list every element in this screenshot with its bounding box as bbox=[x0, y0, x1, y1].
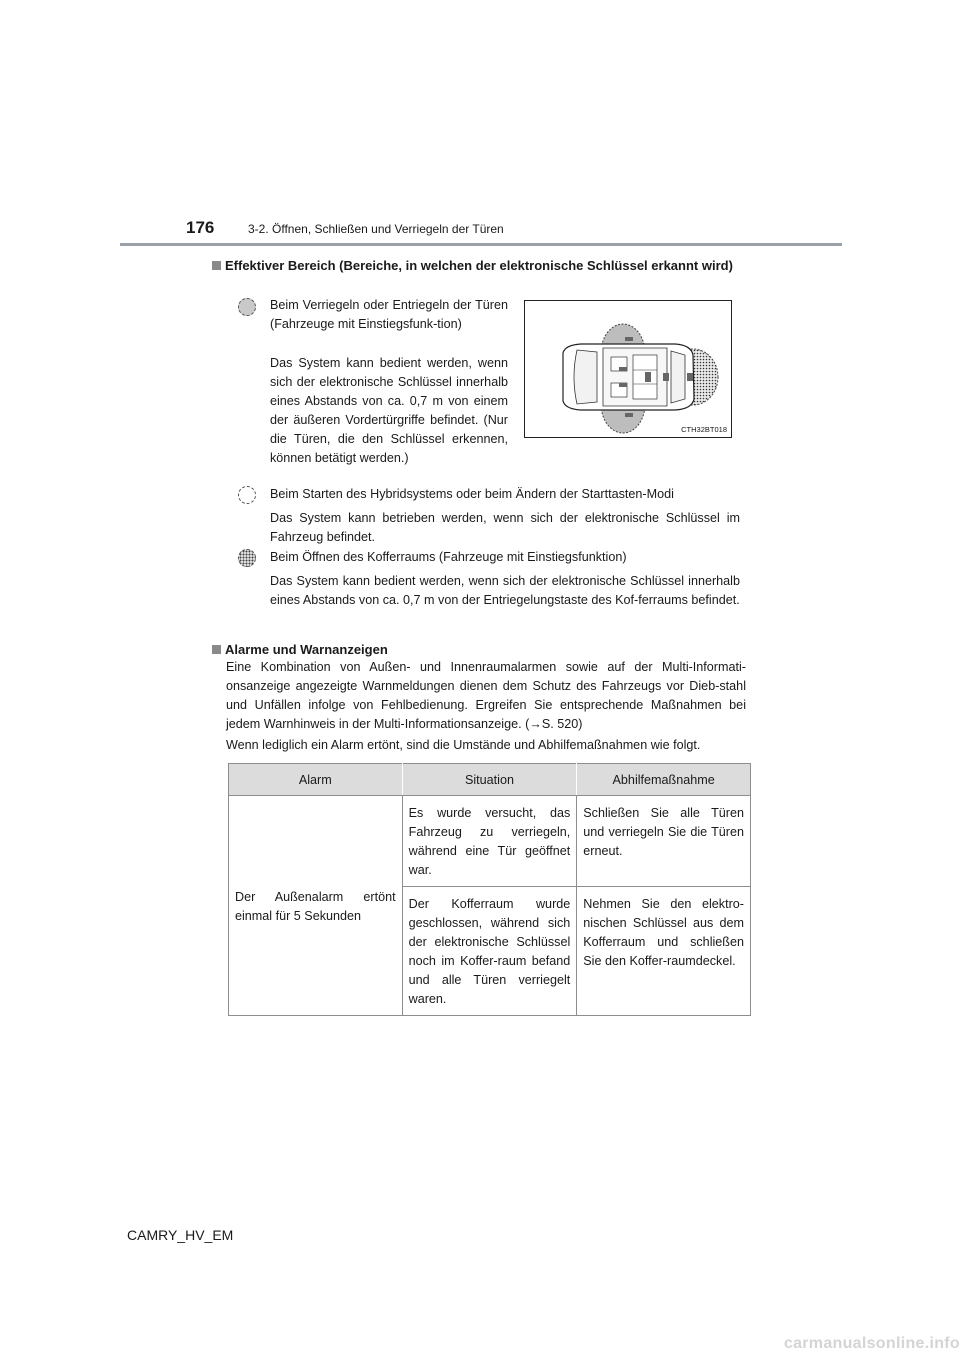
item3-text: Das System kann bedient werden, wenn sich der elektronische Schlüssel innerhalb eines Abstands von ca. 0,7 m von der Entriegelungstaste des Kof-ferraums befindet. bbox=[270, 574, 740, 607]
header-divider bbox=[120, 243, 842, 246]
item3-title: Beim Öffnen des Kofferraums (Fahrzeuge mit Einstiegsfunktion) bbox=[270, 550, 627, 564]
header-situation: Situation bbox=[402, 764, 577, 796]
vehicle-detection-range-figure bbox=[524, 300, 732, 438]
item2-title: Beim Starten des Hybridsystems oder beim Ändern der Starttasten-Modi bbox=[270, 487, 674, 501]
alarm-table bbox=[228, 763, 751, 1016]
white-dashed-circle-icon bbox=[238, 486, 256, 504]
remedy-cell: Schließen Sie alle Türen und verriegeln Sie die Türen erneut. bbox=[577, 796, 751, 887]
item1-title: Beim Verriegeln oder Entriegeln der Türen (Fahrzeuge mit Einstiegsfunk-tion) bbox=[270, 298, 508, 331]
item1-text: Das System kann bedient werden, wenn sich der elektronische Schlüssel innerhalb eines Abstands von ca. 0,7 m von einem der äußeren Vordertürgriffe befindet. (Nur die Türen, die den Schlüssel erkennen, können betätigt werden.) bbox=[270, 356, 508, 465]
situation-cell: Der Kofferraum wurde geschlossen, während sich der elektronische Schlüssel noch im Koffer-raum befand und alle Türen verriegelt waren. bbox=[402, 887, 577, 1016]
situation-cell: Es wurde versucht, das Fahrzeug zu verriegeln, während eine Tür geöffnet war. bbox=[402, 796, 577, 887]
chapter-title: 3-2. Öffnen, Schließen und Verriegeln der Türen bbox=[248, 222, 504, 236]
table-row bbox=[229, 796, 751, 887]
dotted-circle-icon bbox=[238, 549, 256, 567]
header-alarm: Alarm bbox=[229, 764, 403, 796]
model-code: CAMRY_HV_EM bbox=[127, 1227, 234, 1243]
page-number: 176 bbox=[186, 218, 215, 237]
gray-dashed-circle-icon bbox=[238, 298, 256, 316]
watermark-text: carmanualsonline.info bbox=[783, 1335, 960, 1352]
header-remedy: Abhilfemaßnahme bbox=[577, 764, 751, 796]
item2-text: Das System kann betrieben werden, wenn sich der elektronische Schlüssel im Fahrzeug befindet. bbox=[270, 511, 740, 544]
figure-code: CTH32BT018 bbox=[681, 425, 727, 434]
section-heading-alarms: Alarme und Warnanzeigen bbox=[212, 640, 388, 659]
car-top-view-diagram bbox=[525, 301, 731, 437]
bullet-square-icon bbox=[212, 261, 221, 270]
alarms-summary: Wenn lediglich ein Alarm ertönt, sind die Umstände und Abhilfemaßnahmen wie folgt. bbox=[226, 738, 701, 752]
alarms-paragraph: Eine Kombination von Außen- und Innenraumalarmen sowie auf der Multi-Informati-onsanzeige angezeigte Warnmeldungen dienen dem Schutz des Fahrzeugs vor Dieb-stahl und Unfällen infolge von Fehlbedienung. Ergreifen Sie entsprechende Maßnahmen bei jedem Warnhinweis in der Multi-Informationsanzeige. (→S. 520) bbox=[226, 660, 746, 731]
bullet-square-icon bbox=[212, 645, 221, 654]
remedy-cell: Nehmen Sie den elektro-nischen Schlüssel aus dem Kofferraum und schließen Sie den Koffer-raumdeckel. bbox=[577, 887, 751, 1016]
alarm-cell: Der Außenalarm ertönt einmal für 5 Sekunden bbox=[229, 796, 403, 1016]
section-heading-effective-range: Effektiver Bereich (Bereiche, in welchen der elektronische Schlüssel erkannt wird) bbox=[212, 256, 752, 275]
